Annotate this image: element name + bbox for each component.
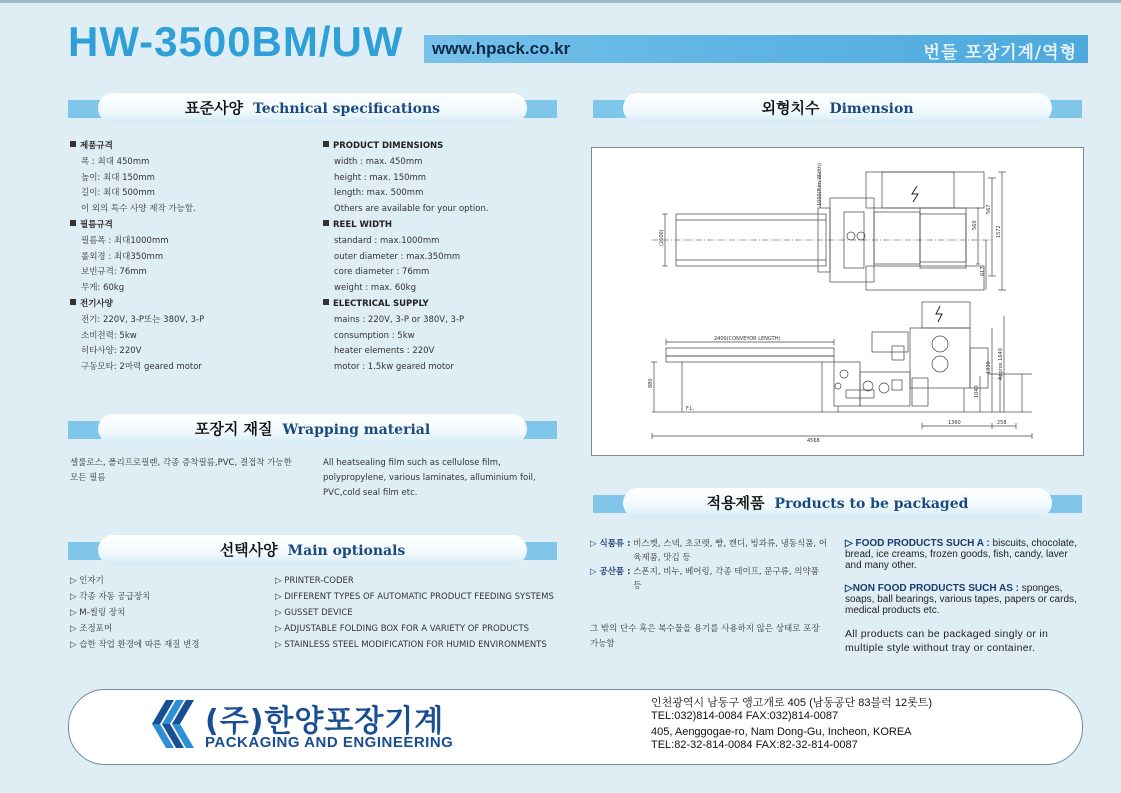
square-bullet-icon [70, 141, 76, 147]
dimension-title-en: Dimension [829, 101, 914, 117]
dim-258: 258 [997, 420, 1007, 426]
food-en-head: ▷ FOOD PRODUCTS SUCH A : [845, 538, 990, 549]
option-item: ▷ ADJUSTABLE FOLDING BOX FOR A VARIETY OF PRODUCTS [275, 624, 530, 634]
specs-korean [70, 139, 300, 376]
spec-item: 길이: 최대 500mm [81, 188, 155, 199]
dim-1360: 1360 [948, 420, 961, 426]
option-item: ▷ M-씰링 장치 [70, 608, 126, 618]
nonfood-en-head: ▷NON FOOD PRODUCTS SUCH AS : [845, 583, 1019, 594]
dim-total: 4568 [807, 438, 820, 444]
dim-1040: 1040 [974, 385, 980, 398]
spec-item: outer diameter : max.350mm [334, 251, 461, 262]
spec-item: core diameter : 76mm [334, 267, 430, 278]
option-item: ▷ DIFFERENT TYPES OF AUTOMATIC PRODUCT FEEDING SYSTEMS [275, 592, 554, 602]
dim-2600: (2600) [659, 229, 665, 246]
spec-heading [323, 139, 563, 155]
dim-567: 567 [986, 204, 992, 214]
option-item: ▷ 각종 자동 공급장치 [70, 592, 151, 602]
square-bullet-icon [323, 220, 329, 226]
company-name-kr: (주)한양포장기계 [205, 704, 445, 739]
wrapping-title-kr: 포장지 재질 [194, 420, 273, 438]
top-view [652, 172, 1006, 290]
spec-item: mains : 220V, 3-P or 380V, 3-P [334, 314, 465, 325]
spec-item: consumption : 5kw [334, 330, 415, 341]
spec-heading [70, 297, 300, 313]
square-bullet-icon [323, 299, 329, 305]
spec-heading [323, 218, 563, 234]
nonfood-label: ▷ 공산품 : [590, 567, 631, 577]
products-title-en: Products to be packaged [774, 496, 969, 512]
category-label: 번들 포장기계/역형 [923, 43, 1077, 63]
spec-item: 구동모타: 2마력 geared motor [81, 362, 202, 373]
spec-item: motor : 1.5kw geared motor [334, 362, 454, 373]
products-title-kr: 적용제품 [706, 494, 765, 512]
spec-item: standard : max.1000mm [334, 235, 440, 246]
dim-617: 617 [980, 266, 986, 276]
company-address [651, 697, 1071, 751]
spec-heading-text: ELECTRICAL SUPPLY [333, 298, 429, 309]
products-note-kr: 그 밖의 단수 혹은 복수물을 용기를 사용하지 않은 상태로 포장 가능함 [590, 624, 820, 649]
company-name-en: PACKAGING AND ENGINEERING [205, 734, 454, 751]
spec-item: 소비전력: 5kw [81, 330, 137, 341]
food-en-text: biscuits, chocolate, bread, ice creams, frozen goods, fish, candy, laver and many other. [845, 538, 1078, 571]
dim-approx: Approx 1640 [998, 348, 1004, 380]
nonfood-en [845, 583, 1085, 616]
products-kr [590, 537, 828, 593]
spec-item: Others are available for your option. [334, 204, 489, 215]
spec-item: 높이: 최대 150mm [81, 172, 155, 183]
wrapping-text-kr: 셀룰로스, 폴리프로필렌, 각종 증착필름,PVC, 결접착 가능한 모든 필름 [70, 458, 292, 483]
spec-heading-text: PRODUCT DIMENSIONS [333, 141, 444, 151]
nonfood-en-text: sponges, soaps, ball bearings, various tapes, papers or cards, medical products etc. [845, 583, 1077, 616]
option-item: ▷ 조정포머 [70, 624, 113, 634]
dimension-title-kr: 외형치수 [761, 99, 820, 117]
options-title-kr: 선택사양 [219, 541, 278, 559]
spec-item: height : max. 150mm [334, 172, 427, 183]
spec-heading-text: 필름규격 [80, 219, 113, 230]
dim-film-width: 1000(Film Width) [817, 163, 823, 206]
dim-560: 560 [972, 220, 978, 230]
tech-spec-heading [68, 93, 557, 123]
tel-kr: TEL:032)814-0084 FAX:032)814-0087 [651, 709, 839, 722]
model-title: HW-3500BM/UW [68, 18, 404, 65]
products-en [845, 538, 1085, 616]
company-logo-icon [148, 698, 200, 750]
floor-level: F.L. [686, 406, 695, 412]
square-bullet-icon [323, 141, 329, 147]
square-bullet-icon [70, 220, 76, 226]
nonfood-row [590, 565, 828, 593]
spec-heading [70, 218, 300, 234]
options-title-en: Main optionals [287, 543, 406, 559]
tech-spec-title-en: Technical specifications [252, 101, 441, 117]
option-item: ▷ 습한 작업 환경에 따른 재질 변경 [70, 640, 200, 650]
spec-item: 필름폭 : 최대1000mm [81, 235, 169, 246]
square-bullet-icon [70, 299, 76, 305]
spec-item: 폭 : 최대 450mm [81, 156, 150, 167]
spec-heading-text: REEL WIDTH [333, 219, 393, 230]
website-url[interactable]: www.hpack.co.kr [432, 39, 571, 58]
tech-spec-title-kr: 표준사양 [184, 99, 243, 117]
products-note-en: All products can be packaged singly or in multiple style without tray or container. [845, 628, 1049, 654]
spec-heading [70, 139, 300, 155]
dim-880: 880 [648, 378, 654, 388]
options-list-en [275, 573, 575, 653]
wrapping-heading [68, 414, 557, 444]
dim-1330: 1330 [986, 361, 992, 374]
spec-item: 롤외경 : 최대350mm [81, 251, 164, 262]
wrapping-text-en: All heatsealing film such as cellulose film, polypropylene, various laminates, alluminium foil, PVC,cold seal film etc. [323, 458, 536, 498]
dimension-heading [593, 93, 1082, 123]
dimension-diagram [591, 147, 1084, 456]
food-en [845, 538, 1085, 571]
wrapping-title-en: Wrapping material [282, 422, 431, 438]
spec-item: weight : max. 60kg [334, 283, 416, 294]
spec-item: 이 외의 특수 사양 제작 가능함. [81, 204, 196, 215]
spec-heading-text: 전기사양 [80, 298, 113, 309]
spec-item: 전기: 220V, 3-P또는 380V, 3-P [81, 314, 205, 325]
dim-conveyor: 2400(CONVEYOR LENGTH) [714, 336, 781, 342]
spec-item: heater elements : 220V [334, 346, 435, 357]
spec-item: length: max. 500mm [334, 188, 424, 199]
products-heading [593, 488, 1082, 518]
nonfood-text: 스폰지, 비누, 베어링, 각종 테이프, 문구류, 의약품 등 [633, 567, 819, 591]
top-rule [0, 0, 1121, 3]
specs-english [323, 139, 563, 376]
spec-heading-text: 제품규격 [80, 141, 113, 151]
option-item: ▷ GUSSET DEVICE [275, 608, 353, 618]
spec-item: 무게: 60kg [81, 283, 125, 294]
option-item: ▷ PRINTER-CODER [275, 576, 354, 586]
food-text: 비스켓, 스넥, 초코렛, 빵, 캔디, 빙과류, 냉동식품, 어육제품, 맛김 등 [633, 539, 828, 563]
spec-item: width : max. 450mm [334, 156, 423, 167]
option-item: ▷ STAINLESS STEEL MODIFICATION FOR HUMID ENVIRONMENTS [275, 640, 547, 650]
options-list-kr [70, 573, 270, 653]
food-row [590, 537, 828, 565]
spec-item: 히타사양: 220V [81, 346, 142, 357]
dim-1572: 1572 [996, 225, 1002, 238]
address-kr: 인천광역시 남동구 앵고개로 405 (남동공단 83블럭 12롯트) [651, 697, 933, 709]
spec-item: 보빈규격: 76mm [81, 267, 147, 278]
address-en: 405, Aenggogae-ro, Nam Dong-Gu, Incheon, KOREA [651, 726, 912, 738]
option-item: ▷ 인자기 [70, 576, 104, 586]
tel-en: TEL:82-32-814-0084 FAX:82-32-814-0087 [651, 738, 858, 751]
options-heading [68, 535, 557, 565]
spec-heading [323, 297, 563, 313]
food-label: ▷ 식품류 : [590, 539, 631, 549]
side-view [651, 302, 1032, 439]
